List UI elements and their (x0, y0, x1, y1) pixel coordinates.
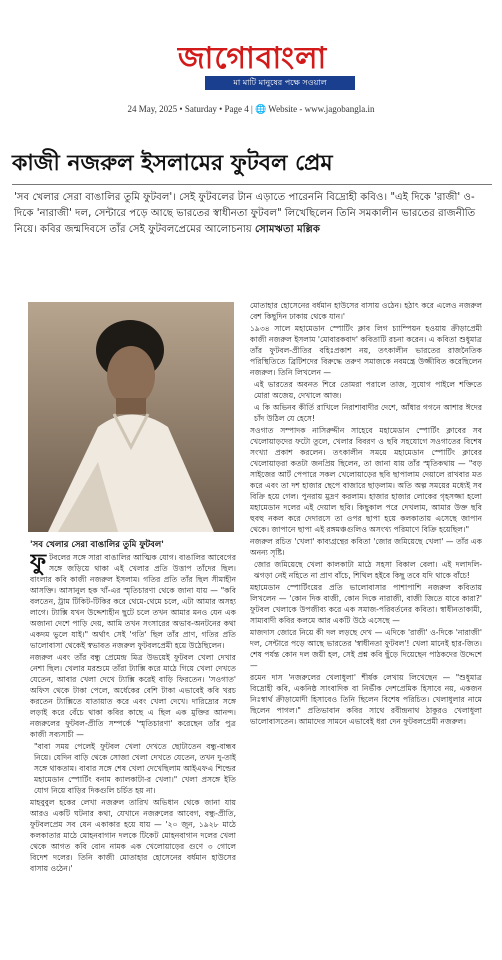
paragraph: মাজদাস জোরে নিয়ে কী দল লড়ছে দেখ — এদিকে 'রাজী' ও-দিকে 'নারাজী' দল, সেন্টারে পড়ে আছে ভারতের 'স্বাধীনতা ফুটবল'! খেলা মানেই হার-জিত। শেষ পর্যন্ত কোন দল জয়ী হল, সেই প্রশ্ন কবি ছুঁড়ে দিয়েছেন পাঠকদের উদ্দেশে — (250, 628, 482, 670)
logo-tagline: মা মাটি মানুষের পক্ষে সওয়াল (205, 76, 355, 90)
intro-text: 'সব খেলার সেরা বাঙালির তুমি ফুটবল'। সেই ফুটবলের টান এড়াতে পারেননি বিদ্রোহী কবিও। "এই দিকে 'রাজী' ও-দিকে 'নারাজী' দল, সেন্টারে পড়ে আছে ভারতের স্বাধীনতা ফুটবল" লিখেছিলেন তিনি সমকালীন ভারতের রাজনীতি নিয়ে। কবির জন্মদিবসে তাঁর সেই ফুটবলপ্রেমের আলোচনায় (14, 192, 476, 235)
author-name: সোমঋতা মল্লিক (255, 224, 321, 235)
quote-paragraph: "বাবা সময় পেলেই ফুটবল খেলা দেখতে ছোটাতেন বন্ধু-বান্ধব নিয়ে। যেদিন বাড়ি থেকে সোজা খেলা দেখতে যেতেন, তখন দু-তাই সঙ্গে থাকতাম। বাবার সঙ্গে শেষ খেলা দেখেছিলাম আইএফএ শিল্ডের মহামেডান স্পোর্টিং বনাম ক্যালকাটা-র খেলা।" খেলা প্রসঙ্গে ইতি যোগ নিয়ে বাড়ির দিকগুলি চর্চিত হয় না। (34, 742, 236, 795)
paragraph: নজরুল এবং তাঁর বন্ধু প্রেমেন্দ্র মিত্র উভয়েই ফুটবল খেলা দেখার নেশা ছিল। খেলার মরশুমে তাঁরা ট্যাক্সি করে মাঠে গিয়ে খেলা দেখতে যেতেন, আবার খেলা দেখে ট্যাক্সি করেই বাড়ি ফিরতেন। 'সওগাত' অফিস থেকে টাকা পেলে, অর্ধেকের বেশি টাকা এভাবেই কবি খরচ করতেন ট্যাক্সিতে যাতায়াত করে এবং খেলা দেখে। দারিদ্র্যের সঙ্গে লড়াই করে বেঁচে থাকা কবির কাছে এ ছিল এক মুক্তির আনন্দ। নজরুলের ফুটবল-প্রীতি সম্পর্কে 'স্মৃতিচারণা' করেছেন তাঁর পুত্র কাজী সব্যসাচী — (30, 653, 236, 739)
paragraph: নজরুল রচিত 'খেলা' কাব্যগ্রন্থের কবিতা 'জোর জমিয়েছে খেলা' — তাঁর এক অনন্য সৃষ্টি। (250, 537, 482, 557)
paragraph: মহামেডান স্পোর্টিংয়ের প্রতি ভালোবাসার পাশাপাশি নজরুল কবিতায় লিখলেন — 'কোন দিক বাজী, কোন দিকে নারাজী, বাজী জিতে যাবে কারা?' ফুটবল খেলাকে উপজীব্য করে এক সমাজ-পরিবর্তনের কবিতা। স্বাধীনতাকামী, সাম্যবাদী কবির কলমে আর একটি উঠে এসেছে — (250, 583, 482, 625)
paragraph: ১৯৩৪ সালে মহামেডান স্পোর্টিং ক্লাব লিগ চ্যাম্পিয়ন হওয়ায় ক্রীড়াপ্রেমী কাজী নজরুল ইসলাম 'মোবারকবাদ' কবিতাটি রচনা করেন। এ কবিতা শুধুমাত্র তাঁর ফুটবল-প্রীতির বহিঃপ্রকাশ নয়, তৎকালীন ভারতের রাজনৈতিক পরিস্থিতিতে ব্রিটিশদের বিরুদ্ধে তরুণ সমাজকে নবমন্ত্রে উজ্জীবিত করেছিলেন নজরুল। তিনি লিখলেন — (250, 324, 482, 377)
paragraph: সওগাত সম্পাদক নাসিরুদ্দীন সাহেবে মহামেডান স্পোর্টিং ক্লাবের সব খেলোয়াড়দের ফটো তুলে, খেলার বিবরণ ও ছবি সহযোগে সওগাতের বিশেষ সংখ্যা প্রকাশ করলেন। তৎকালীন সময়ে মহামেডান স্পোর্টিং ক্লাবের খেলোয়াড়রা কতটা জনপ্রিয় ছিলেন, তা জানা যায় তাঁর স্মৃতিকথায় — "বড় সাইজের আর্ট পেপারে সকল খেলোয়াড়ের ছবি ছাপালাম দেয়ালে রাখবার মত করে এবং তা দশ হাজার ছেপে বাজারে ছাড়লাম। অতি অল্প সময়ের মধ্যেই সব বিক্রি হয়ে গেল। পুনরায় মুদ্রণ করলাম। হাজার হাজার লোকের গৃহসজ্জা হলো মহামেডান দলের এই দেয়াল ছবি। কিছুকাল পরে দেখলাম, আমার উক্ত ছবি হুবহু নকল করে দেদারসে তা ওপর ছাপা হয়ে কলকাতায় এসেছে জাপান থেকে। জাপানে ছাপা এই রঙ্গমঞ্চগুলিও অসংখ্য পরিমাণে বিক্রি হয়েছিল।" (250, 426, 482, 534)
paragraph: মোতাহার হোসেনের বর্ধমান হাউসের বাসায় ওঠেন। হঠাৎ করে এলেও নজরুল বেশ কিছুদিন ঢাকায় থেকে যান।' (250, 301, 482, 321)
paragraph: ফুটবলের সঙ্গে সারা বাঙালির আত্মিক যোগ। বাঙালির আবেগের সঙ্গে জড়িয়ে থাকা এই খেলার প্রতি উত্তাপ তাঁদের ছিল। বাংলার কবি কাজী নজরুল ইসলাম। গতির প্রতি তাঁর ছিল সীমাহীন আসক্তি। আসানুল হক খাঁ-এর স্মৃতিচারণা থেকে জানা যায় — "কবি বলতেন, ট্রাম টিকিট-টিকির করে থেমে-থেমে চলে, এটা আমার অসহ্য লাগে। ট্যাক্সি যখন উদ্দেশ্যহীন ছুটে চলে তখন আমার মনও যেন এক অজানা দেশে পাড়ি দেয়, আমি তখন সংসারের অভাব-অনটনের কথা একদম ভুলে যাই।" অর্থাৎ সেই 'গতি' ছিল তাঁর প্রাণ, গতির প্রতি ভালোবাসা থেকেই স্বভাবত নজরুল ফুটবলপ্রেমী হয়ে উঠেছিলেন। (30, 552, 236, 650)
portrait-photo (28, 302, 234, 532)
dateline: 24 May, 2025 • Saturday • Page 4 | 🌐 Website - www.jagobangla.in (127, 104, 375, 114)
drop-cap: ফু (30, 552, 47, 575)
article-column-right (250, 300, 482, 956)
photo-caption: 'সব খেলার সেরা বাঙালির তুমি ফুটবল' (30, 540, 164, 550)
article-intro (14, 190, 492, 238)
poem-stanza: জোর জমিয়েছে খেলা কালকাটা মাঠে সহসা বিকাল বেলা। এই দলাদলি-ঝগড়া নেই নহিতে না প্রাণ বাঁচে, শিথিল হইবে কিছু তবে যদি থাকে বাঁচে! (254, 560, 482, 580)
portrait-illustration (28, 302, 234, 532)
masthead (0, 0, 502, 90)
paragraph: রমেন দাস 'নজরুলের খেলাধুলা' শীর্ষক লেখায় লিখেছেন — "শুধুমাত্র বিদ্রোহী কবি, একনিষ্ঠ সাংবাদিক বা নির্ভীক দেশপ্রেমিক হিসাবে নয়, একজন নিঃস্বার্থ ক্রীড়ামোদী হিসাবেও তিনি ছিলেন বিশেষ পরিচিত। খেলাধুলার নামে ছিলেন পাগল।" প্রতিভাবান কবির সাথে রবীন্দ্রনাথ ঠাকুরও খেলাধুলা ভালোবাসতেন। আমাদের সামনে এভাবেই ধরা দেন ফুটবলপ্রেমী নজরুল। (250, 673, 482, 726)
article-column-left (30, 552, 236, 956)
newspaper-logo: জাগোবাংলা (177, 41, 328, 76)
article-headline: কাজী নজরুল ইসলামের ফুটবল প্রেম (12, 151, 333, 176)
poem-stanza: এই ভারতের অবনত শিরে তোমরা পরালে তাজ, সুযোগ পাইলে শক্তিতে মোরা অজেয়, দেখালে আজ। (254, 380, 482, 400)
headline-divider (12, 184, 492, 185)
poem-stanza: এ কি অভিনব কীর্তি রাখিলে নিরাশাবাদীর দেশে, আঁধার গগনে আশার ঈদের চাঁদ উঠিল যে হেসে! (254, 403, 482, 423)
paragraph: মাহবুবুল হকের লেখা নজরুল তারিখ অভিধান থেকে জানা যায় আরও একটি ঘটনার কথা, যেখানে নজরুলের আবেগ, বন্ধু-প্রীতি, ফুটবলপ্রেম সব যেন একাকার হয়ে যায় — '২০ জুন, ১৯২৮ মাঠে কলকাতার মাঠে মোহনবাগান দলকে টিকেট মোহনবাগান দলের খেলা থেকে আগত কবি বোন নামক এক খেলোয়াড়ের গুণে ৩ গোলে বিদেশ দলের। তিনি কাজী মোতাহার হোসেনের বর্ধমান হাউসের বাসায় ওঠেন।' (30, 798, 236, 873)
